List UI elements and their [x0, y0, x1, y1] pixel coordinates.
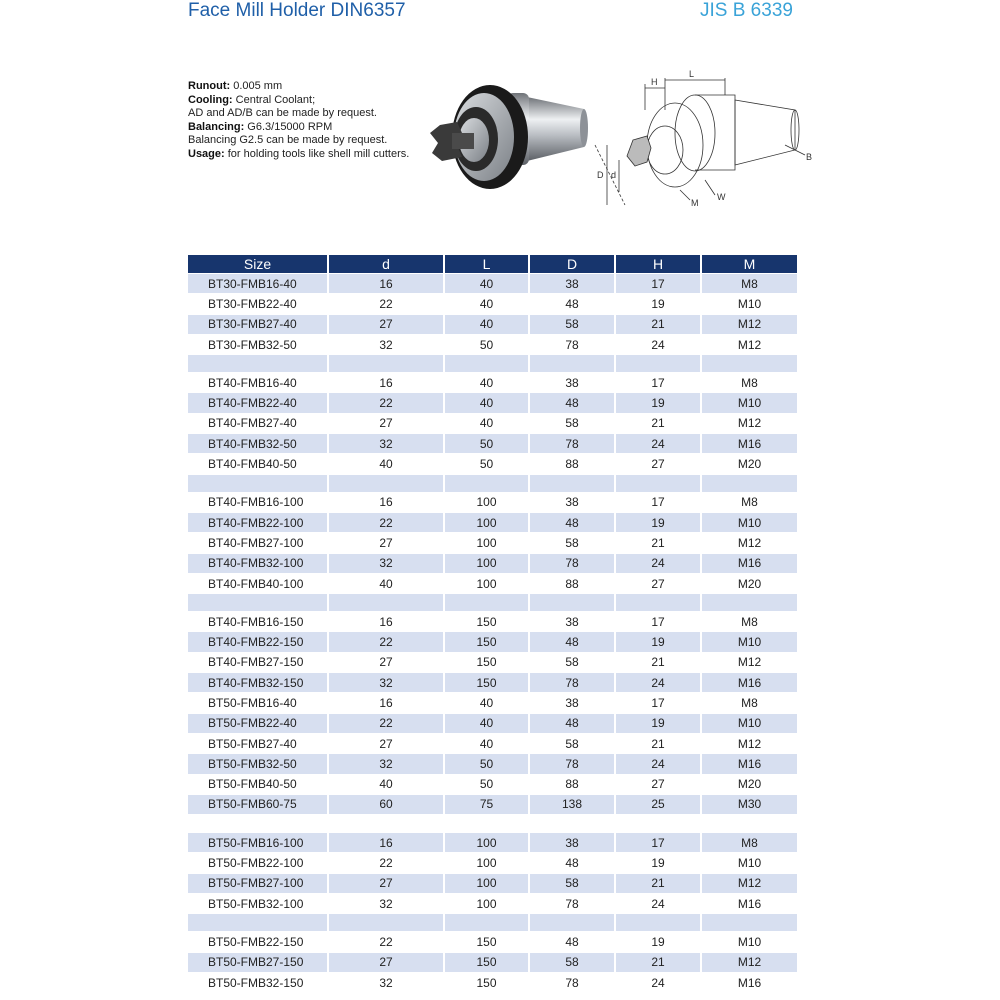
table-row: [188, 673, 799, 692]
table-row: [188, 932, 799, 951]
cell-outer-d: 78: [530, 554, 616, 573]
cooling-note: AD and AD/B can be made by request.: [188, 107, 377, 120]
cell-m: M10: [702, 393, 799, 412]
cell-m: M16: [702, 754, 799, 773]
cell-outer-d: 78: [530, 973, 616, 992]
cell-l: 150: [445, 632, 530, 651]
table-row: [188, 775, 799, 794]
cell-h: 19: [616, 932, 702, 951]
cell-size: BT40-FMB16-150: [188, 612, 329, 631]
cell-h: 19: [616, 853, 702, 872]
cell-outer-d: 58: [530, 874, 616, 893]
cell-h: 19: [616, 714, 702, 733]
cell-size: BT50-FMB22-40: [188, 714, 329, 733]
cell-size: BT50-FMB16-100: [188, 833, 329, 852]
cell-l: [445, 914, 530, 931]
cell-l: 50: [445, 454, 530, 473]
cell-outer-d: 48: [530, 714, 616, 733]
cell-outer-d: 58: [530, 414, 616, 433]
cell-h: 19: [616, 294, 702, 313]
cell-l: 150: [445, 973, 530, 992]
table-separator-row: [188, 914, 799, 931]
cell-l: 100: [445, 554, 530, 573]
cell-outer-d: 38: [530, 693, 616, 712]
cell-m: M12: [702, 874, 799, 893]
table-row: [188, 315, 799, 334]
table-row: [188, 853, 799, 872]
cell-h: 21: [616, 874, 702, 893]
table-row: [188, 513, 799, 532]
cell-m: M12: [702, 335, 799, 354]
cell-l: [445, 355, 530, 372]
cell-size: BT50-FMB16-40: [188, 693, 329, 712]
cell-d: 27: [329, 874, 445, 893]
cell-l: 100: [445, 574, 530, 593]
column-header-d: d: [329, 255, 445, 273]
table-row: [188, 612, 799, 631]
cell-h: 27: [616, 454, 702, 473]
cell-d: [329, 914, 445, 931]
cell-outer-d: 78: [530, 754, 616, 773]
cell-d: 22: [329, 932, 445, 951]
cell-d: 32: [329, 673, 445, 692]
cooling-line: [188, 94, 428, 108]
cell-size: BT40-FMB32-50: [188, 434, 329, 453]
cell-size: BT50-FMB22-150: [188, 932, 329, 951]
cell-m: [702, 475, 799, 492]
column-header-l: L: [445, 255, 530, 273]
cell-m: M10: [702, 853, 799, 872]
drawing-label-m: M: [691, 198, 699, 208]
cell-m: M10: [702, 714, 799, 733]
cell-h: [616, 475, 702, 492]
cell-outer-d: 48: [530, 853, 616, 872]
cell-outer-d: 58: [530, 533, 616, 552]
standard-label: JIS B 6339: [700, 0, 793, 21]
usage-label: Usage:: [188, 147, 225, 160]
cell-d: [329, 475, 445, 492]
cell-outer-d: 38: [530, 612, 616, 631]
cell-size: [188, 355, 329, 372]
cell-size: BT50-FMB32-50: [188, 754, 329, 773]
cell-size: BT50-FMB60-75: [188, 795, 329, 814]
cell-size: BT50-FMB27-100: [188, 874, 329, 893]
cell-outer-d: 38: [530, 373, 616, 392]
cell-m: [702, 355, 799, 372]
table-row: [188, 795, 799, 814]
cell-l: 40: [445, 393, 530, 412]
cell-m: M20: [702, 574, 799, 593]
table-row: [188, 653, 799, 672]
table-row: [188, 833, 799, 852]
cell-size: BT40-FMB22-100: [188, 513, 329, 532]
cell-d: 16: [329, 833, 445, 852]
column-header-outer-d: D: [530, 255, 616, 273]
cell-m: [702, 594, 799, 611]
table-row: [188, 734, 799, 753]
cell-d: 27: [329, 734, 445, 753]
cell-m: M20: [702, 454, 799, 473]
table-row: [188, 373, 799, 392]
cell-d: 27: [329, 653, 445, 672]
cell-size: BT40-FMB16-40: [188, 373, 329, 392]
cell-outer-d: 88: [530, 454, 616, 473]
usage-value: for holding tools like shell mill cutters.: [227, 147, 410, 160]
drawing-label-l: L: [689, 70, 695, 79]
cell-h: 17: [616, 493, 702, 512]
cell-m: M12: [702, 533, 799, 552]
cell-d: 32: [329, 554, 445, 573]
balancing-note: Balancing G2.5 can be made by request.: [188, 134, 388, 147]
cell-size: [188, 594, 329, 611]
cell-h: 24: [616, 973, 702, 992]
cell-h: 27: [616, 574, 702, 593]
cell-d: 16: [329, 612, 445, 631]
cooling-value: Central Coolant;: [235, 93, 316, 106]
cell-d: 32: [329, 973, 445, 992]
cell-h: 24: [616, 434, 702, 453]
cell-d: 22: [329, 632, 445, 651]
cell-size: BT50-FMB27-150: [188, 953, 329, 972]
cell-size: BT40-FMB16-100: [188, 493, 329, 512]
cell-outer-d: 78: [530, 673, 616, 692]
cell-h: 25: [616, 795, 702, 814]
cell-l: 100: [445, 833, 530, 852]
cell-d: 16: [329, 693, 445, 712]
cell-outer-d: 58: [530, 315, 616, 334]
cell-outer-d: [530, 594, 616, 611]
cell-size: BT40-FMB27-40: [188, 414, 329, 433]
table-row: [188, 754, 799, 773]
cell-d: 22: [329, 714, 445, 733]
cell-m: M16: [702, 894, 799, 913]
cell-outer-d: 38: [530, 833, 616, 852]
table-row: [188, 294, 799, 313]
cell-d: 32: [329, 335, 445, 354]
table-row: [188, 894, 799, 913]
cell-d: 22: [329, 294, 445, 313]
cell-l: 50: [445, 775, 530, 794]
cell-l: 100: [445, 533, 530, 552]
cell-size: [188, 914, 329, 931]
table-separator-row: [188, 594, 799, 611]
cell-size: BT50-FMB40-50: [188, 775, 329, 794]
cell-l: 40: [445, 373, 530, 392]
cell-h: 24: [616, 894, 702, 913]
cell-m: [702, 815, 799, 832]
cell-l: 40: [445, 414, 530, 433]
cell-h: 21: [616, 533, 702, 552]
cell-l: 100: [445, 853, 530, 872]
cell-outer-d: 48: [530, 393, 616, 412]
cell-outer-d: [530, 914, 616, 931]
cell-size: BT50-FMB32-150: [188, 973, 329, 992]
spec-block: [188, 80, 428, 162]
cell-d: [329, 815, 445, 832]
table-row: [188, 973, 799, 992]
cell-m: M8: [702, 493, 799, 512]
cell-h: 19: [616, 513, 702, 532]
cell-size: BT30-FMB22-40: [188, 294, 329, 313]
cell-l: 100: [445, 874, 530, 893]
cell-d: 27: [329, 533, 445, 552]
drawing-label-w: W: [717, 192, 726, 202]
cell-outer-d: 38: [530, 274, 616, 293]
cell-h: 17: [616, 274, 702, 293]
cell-outer-d: 48: [530, 932, 616, 951]
cell-m: M8: [702, 693, 799, 712]
cell-outer-d: 78: [530, 335, 616, 354]
cell-l: 40: [445, 274, 530, 293]
cell-outer-d: 48: [530, 632, 616, 651]
cell-m: M10: [702, 513, 799, 532]
cell-m: M12: [702, 734, 799, 753]
cell-m: M12: [702, 414, 799, 433]
runout-label: Runout:: [188, 80, 231, 92]
cell-d: 16: [329, 274, 445, 293]
table-row: [188, 554, 799, 573]
cell-m: M8: [702, 612, 799, 631]
cell-d: [329, 355, 445, 372]
runout-value: 0.005 mm: [233, 80, 283, 92]
table-header-row: [188, 255, 799, 273]
table-body: [188, 274, 799, 992]
table-separator-row: [188, 355, 799, 372]
cell-size: BT40-FMB22-150: [188, 632, 329, 651]
spec-table: [188, 254, 799, 993]
drawing-label-d-inner: d: [611, 170, 617, 180]
cell-size: BT50-FMB32-100: [188, 894, 329, 913]
table-row: [188, 714, 799, 733]
cell-m: M16: [702, 434, 799, 453]
cell-h: [616, 594, 702, 611]
cell-outer-d: 78: [530, 434, 616, 453]
cell-outer-d: 88: [530, 574, 616, 593]
cell-outer-d: 58: [530, 734, 616, 753]
cell-d: 16: [329, 373, 445, 392]
table-row: [188, 414, 799, 433]
drawing-label-d-outer: D: [597, 170, 604, 180]
cell-outer-d: [530, 355, 616, 372]
cell-size: BT40-FMB27-150: [188, 653, 329, 672]
cell-h: 24: [616, 673, 702, 692]
cell-outer-d: 58: [530, 653, 616, 672]
cell-size: [188, 475, 329, 492]
cell-l: 75: [445, 795, 530, 814]
cell-d: 22: [329, 393, 445, 412]
cell-m: M10: [702, 294, 799, 313]
cell-outer-d: 38: [530, 493, 616, 512]
page-title: Face Mill Holder DIN6357: [188, 0, 406, 21]
column-header-m: M: [702, 255, 799, 273]
cell-l: 150: [445, 932, 530, 951]
cell-size: BT40-FMB32-150: [188, 673, 329, 692]
cell-h: 24: [616, 754, 702, 773]
cell-l: 150: [445, 653, 530, 672]
column-header-size: Size: [188, 255, 329, 273]
drawing-label-h: H: [651, 77, 658, 87]
cell-h: 17: [616, 833, 702, 852]
technical-drawing: [585, 70, 815, 220]
cell-d: 22: [329, 513, 445, 532]
cell-h: 19: [616, 393, 702, 412]
cell-h: 21: [616, 653, 702, 672]
cell-h: 19: [616, 632, 702, 651]
cell-h: 24: [616, 335, 702, 354]
balancing-line: [188, 121, 428, 135]
product-photo: [412, 75, 592, 205]
cell-m: M20: [702, 775, 799, 794]
cell-size: BT50-FMB27-40: [188, 734, 329, 753]
cell-d: 32: [329, 754, 445, 773]
balancing-label: Balancing:: [188, 120, 245, 133]
cell-l: 40: [445, 714, 530, 733]
table-row: [188, 953, 799, 972]
cooling-label: Cooling:: [188, 93, 233, 106]
table-separator-row: [188, 815, 799, 832]
cell-d: 22: [329, 853, 445, 872]
cell-d: 40: [329, 775, 445, 794]
table-row: [188, 632, 799, 651]
cell-m: M10: [702, 932, 799, 951]
cell-outer-d: 78: [530, 894, 616, 913]
cell-outer-d: [530, 475, 616, 492]
table-row: [188, 874, 799, 893]
cell-m: [702, 914, 799, 931]
cell-l: 40: [445, 294, 530, 313]
column-header-h: H: [616, 255, 702, 273]
cell-d: 60: [329, 795, 445, 814]
cell-size: BT30-FMB27-40: [188, 315, 329, 334]
cell-d: 16: [329, 493, 445, 512]
cell-size: BT40-FMB40-50: [188, 454, 329, 473]
cell-l: 50: [445, 434, 530, 453]
table-row: [188, 574, 799, 593]
cell-d: 40: [329, 574, 445, 593]
cell-l: 150: [445, 673, 530, 692]
cell-h: [616, 914, 702, 931]
drawing-label-taper: B: [806, 152, 813, 162]
cell-l: 150: [445, 612, 530, 631]
cell-outer-d: 48: [530, 513, 616, 532]
cell-m: M8: [702, 274, 799, 293]
cell-d: 27: [329, 953, 445, 972]
table-row: [188, 533, 799, 552]
cell-m: M30: [702, 795, 799, 814]
cell-size: BT30-FMB32-50: [188, 335, 329, 354]
table-separator-row: [188, 475, 799, 492]
cell-d: 32: [329, 894, 445, 913]
cell-h: 24: [616, 554, 702, 573]
cell-d: [329, 594, 445, 611]
cell-l: 50: [445, 754, 530, 773]
usage-line: [188, 148, 428, 162]
cell-size: BT40-FMB40-100: [188, 574, 329, 593]
cell-l: 50: [445, 335, 530, 354]
cell-m: M16: [702, 673, 799, 692]
cell-m: M8: [702, 833, 799, 852]
balancing-value: G6.3/15000 RPM: [247, 120, 333, 133]
cell-h: 21: [616, 734, 702, 753]
cell-m: M8: [702, 373, 799, 392]
cell-m: M16: [702, 554, 799, 573]
cell-l: 100: [445, 513, 530, 532]
cell-h: [616, 355, 702, 372]
cell-l: 100: [445, 493, 530, 512]
cell-h: 17: [616, 693, 702, 712]
table-row: [188, 493, 799, 512]
cell-size: BT40-FMB22-40: [188, 393, 329, 412]
cell-h: [616, 815, 702, 832]
table-row: [188, 335, 799, 354]
table-row: [188, 693, 799, 712]
cell-l: 100: [445, 894, 530, 913]
table-row: [188, 393, 799, 412]
cell-outer-d: 138: [530, 795, 616, 814]
cell-d: 32: [329, 434, 445, 453]
cell-size: [188, 815, 329, 832]
runout-line: [188, 80, 428, 94]
cell-h: 17: [616, 373, 702, 392]
cell-d: 40: [329, 454, 445, 473]
table-row: [188, 434, 799, 453]
cell-l: 150: [445, 953, 530, 972]
cell-d: 27: [329, 414, 445, 433]
cell-outer-d: 58: [530, 953, 616, 972]
cell-h: 21: [616, 315, 702, 334]
cell-size: BT30-FMB16-40: [188, 274, 329, 293]
table-row: [188, 274, 799, 293]
cell-d: 27: [329, 315, 445, 334]
cell-h: 17: [616, 612, 702, 631]
cell-l: 40: [445, 734, 530, 753]
cell-m: M16: [702, 973, 799, 992]
cell-l: [445, 475, 530, 492]
cell-size: BT40-FMB27-100: [188, 533, 329, 552]
cell-h: 27: [616, 775, 702, 794]
cell-outer-d: 88: [530, 775, 616, 794]
cell-size: BT50-FMB22-100: [188, 853, 329, 872]
cell-h: 21: [616, 414, 702, 433]
cell-l: 40: [445, 693, 530, 712]
cell-outer-d: 48: [530, 294, 616, 313]
cell-h: 21: [616, 953, 702, 972]
cell-l: 40: [445, 315, 530, 334]
cell-m: M10: [702, 632, 799, 651]
cell-l: [445, 594, 530, 611]
cell-m: M12: [702, 315, 799, 334]
cell-m: M12: [702, 953, 799, 972]
cell-m: M12: [702, 653, 799, 672]
table-row: [188, 454, 799, 473]
cell-l: [445, 815, 530, 832]
cell-outer-d: [530, 815, 616, 832]
cell-size: BT40-FMB32-100: [188, 554, 329, 573]
